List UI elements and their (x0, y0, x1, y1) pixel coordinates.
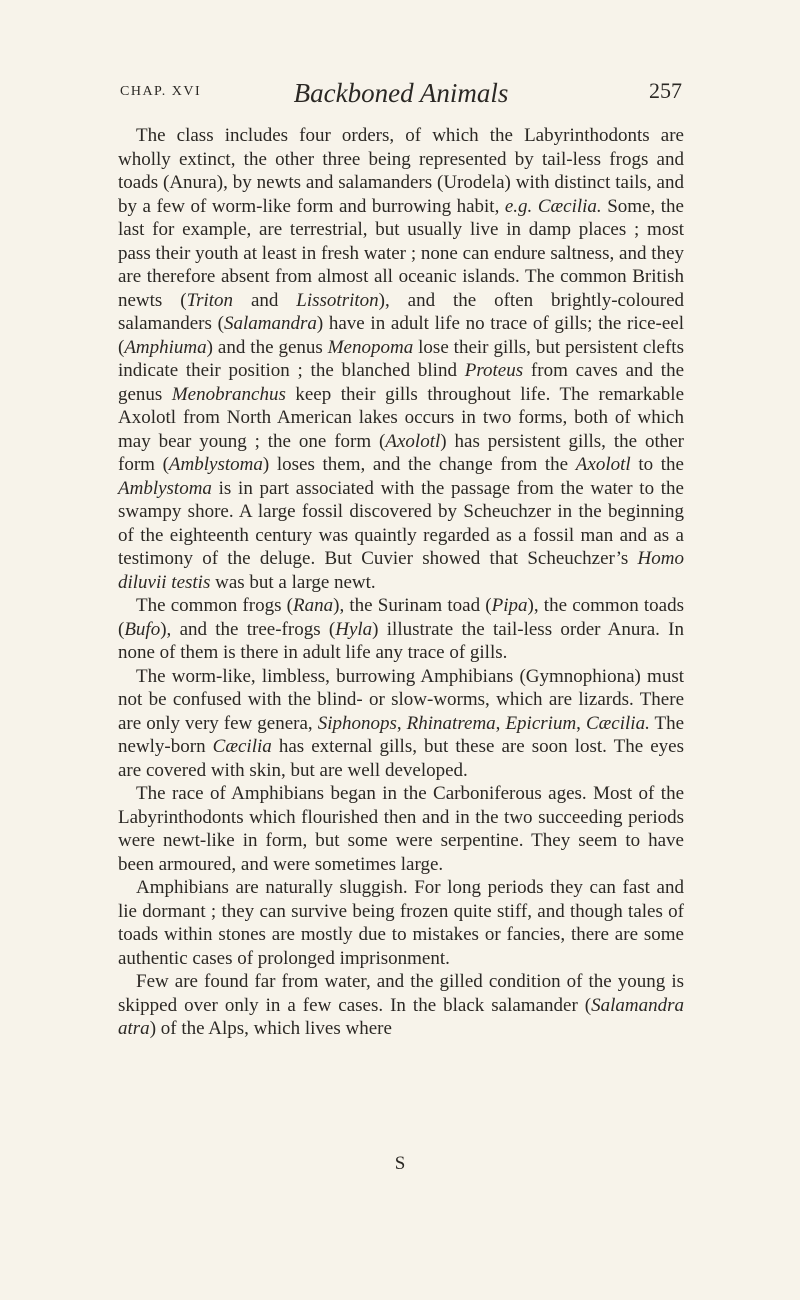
paragraph (118, 876, 684, 970)
italic-term: Pipa (491, 595, 528, 616)
text-run: from caves and the genus (118, 360, 685, 405)
italic-term: Amphiuma (124, 336, 207, 358)
text-run: Amphibians are naturally sluggish. For long periods they can fast and lie dormant ; they can survive being frozen quite stiff, and though tales of toads within stones are mostly due to mistakes or fancies, there are some authentic cases of prolonged imprisonment. (118, 877, 684, 969)
italic-term: Axolotl (385, 430, 441, 452)
text-run: ) illustrate the tail-less order Anura. In none of them is there in adult life any trace of gills. (118, 618, 685, 663)
italic-term: Bufo (124, 618, 161, 640)
italic-term: Homo diluvii testis (118, 548, 684, 593)
text-run: , (576, 712, 586, 734)
italic-term: Cæcilia (212, 736, 272, 757)
text-run: Some, the last for example, are terrestrial, but usually live in damp places ; most pass their youth at least in fresh water ; none can endure saltness, and they are therefore absent from almost all oceanic islands. The common British newts ( (118, 195, 684, 311)
text-run: The race of Amphibians began in the Carboniferous ages. Most of the Labyrinthodonts which flourished then and in the two succeeding periods were newt-like in form, but some were serpentine. They seem to have been armoured, and were sometimes large. (118, 783, 684, 875)
text-run: , (495, 712, 506, 734)
paragraph (118, 665, 684, 783)
text-run: The common frogs ( (136, 595, 294, 616)
text-run: is in part associated with the passage from the water to the swampy shore. A large fossil discovered by Scheuchzer in the beginning of the eighteenth century was quaintly regarded as a fossil man and as a testimony of the deluge. But Cuvier showed that Scheuchzer’s (118, 477, 684, 569)
paragraph (118, 782, 684, 876)
italic-term: Salamandra (223, 313, 317, 334)
body-text (118, 124, 684, 1041)
text-run: and (233, 289, 297, 311)
running-title: Backboned Animals (293, 78, 509, 108)
running-header (120, 78, 682, 112)
text-run: The class includes four orders, of which the Labyrinthodonts are wholly extinct, the other three being represented by tail-less frogs and toads (Anura), by newts and salamanders (Urodela) with distinct tails, and by a few of worm-like form and burrowing habit, (118, 125, 684, 217)
text-run: ) loses them, and the change from the (262, 454, 576, 475)
page-number: 257 (649, 78, 682, 103)
text-run: was but a large newt. (210, 571, 376, 593)
paragraph (118, 124, 684, 594)
italic-term: Lissotriton (296, 289, 379, 311)
italic-term: Rana (293, 595, 334, 616)
italic-term: Menobranchus (171, 383, 286, 405)
italic-term: Siphonops (317, 712, 397, 734)
italic-term: Epicrium (505, 712, 577, 734)
text-run: keep their gills throughout life. The remarkable Axolotl from North American lakes occurs in two forms, both of which may bear young ; the one form ( (118, 383, 685, 452)
text-run: ) have in adult life no trace of gills; the rice-eel ( (118, 313, 684, 358)
text-run: ), and the tree-frogs ( (160, 618, 336, 640)
italic-term: Amblystoma (118, 477, 212, 499)
paragraph (118, 970, 684, 1041)
paragraph (118, 594, 684, 665)
italic-term: Proteus (464, 360, 524, 381)
text-run: lose their gills, but persistent clefts indicate their position ; the blanched blind (118, 336, 684, 381)
text-run: ), and the often brightly-coloured salamanders ( (118, 289, 685, 334)
text-run: ), the Surinam toad ( (333, 595, 492, 616)
text-run: ) and the genus (206, 336, 328, 358)
italic-term: Menopoma (327, 336, 414, 358)
italic-term: e.g. Cæcilia. (504, 195, 602, 217)
text-run: has external gills, but these are soon lost. The eyes are covered with skin, but are well developed. (118, 736, 684, 781)
italic-term: Salamandra atra (118, 994, 684, 1039)
text-run: ) of the Alps, which lives where (149, 1018, 392, 1039)
italic-term: Cæcilia. (585, 712, 650, 734)
text-run: The worm-like, limbless, burrowing Amphibians (Gymnophiona) must not be confused with the blind- or slow-worms, which are lizards. There are only very few genera, (118, 665, 684, 734)
italic-term: Triton (186, 289, 234, 311)
signature-mark: S (394, 1153, 406, 1174)
text-run: ) has persistent gills, the other form ( (118, 430, 684, 475)
italic-term: Axolotl (575, 454, 631, 475)
text-run: ), the common toads ( (118, 595, 685, 640)
italic-term: Hyla (335, 618, 373, 640)
italic-term: Rhinatrema (406, 712, 496, 734)
text-run: to the (630, 454, 684, 475)
chapter-label: CHAP. XVI (120, 84, 202, 99)
italic-term: Amblystoma (168, 454, 263, 475)
text-run: Few are found far from water, and the gilled condition of the young is skipped over only in a few cases. In the black salamander ( (118, 971, 684, 1016)
text-run: The newly-born (118, 712, 685, 757)
text-run: , (396, 712, 407, 734)
